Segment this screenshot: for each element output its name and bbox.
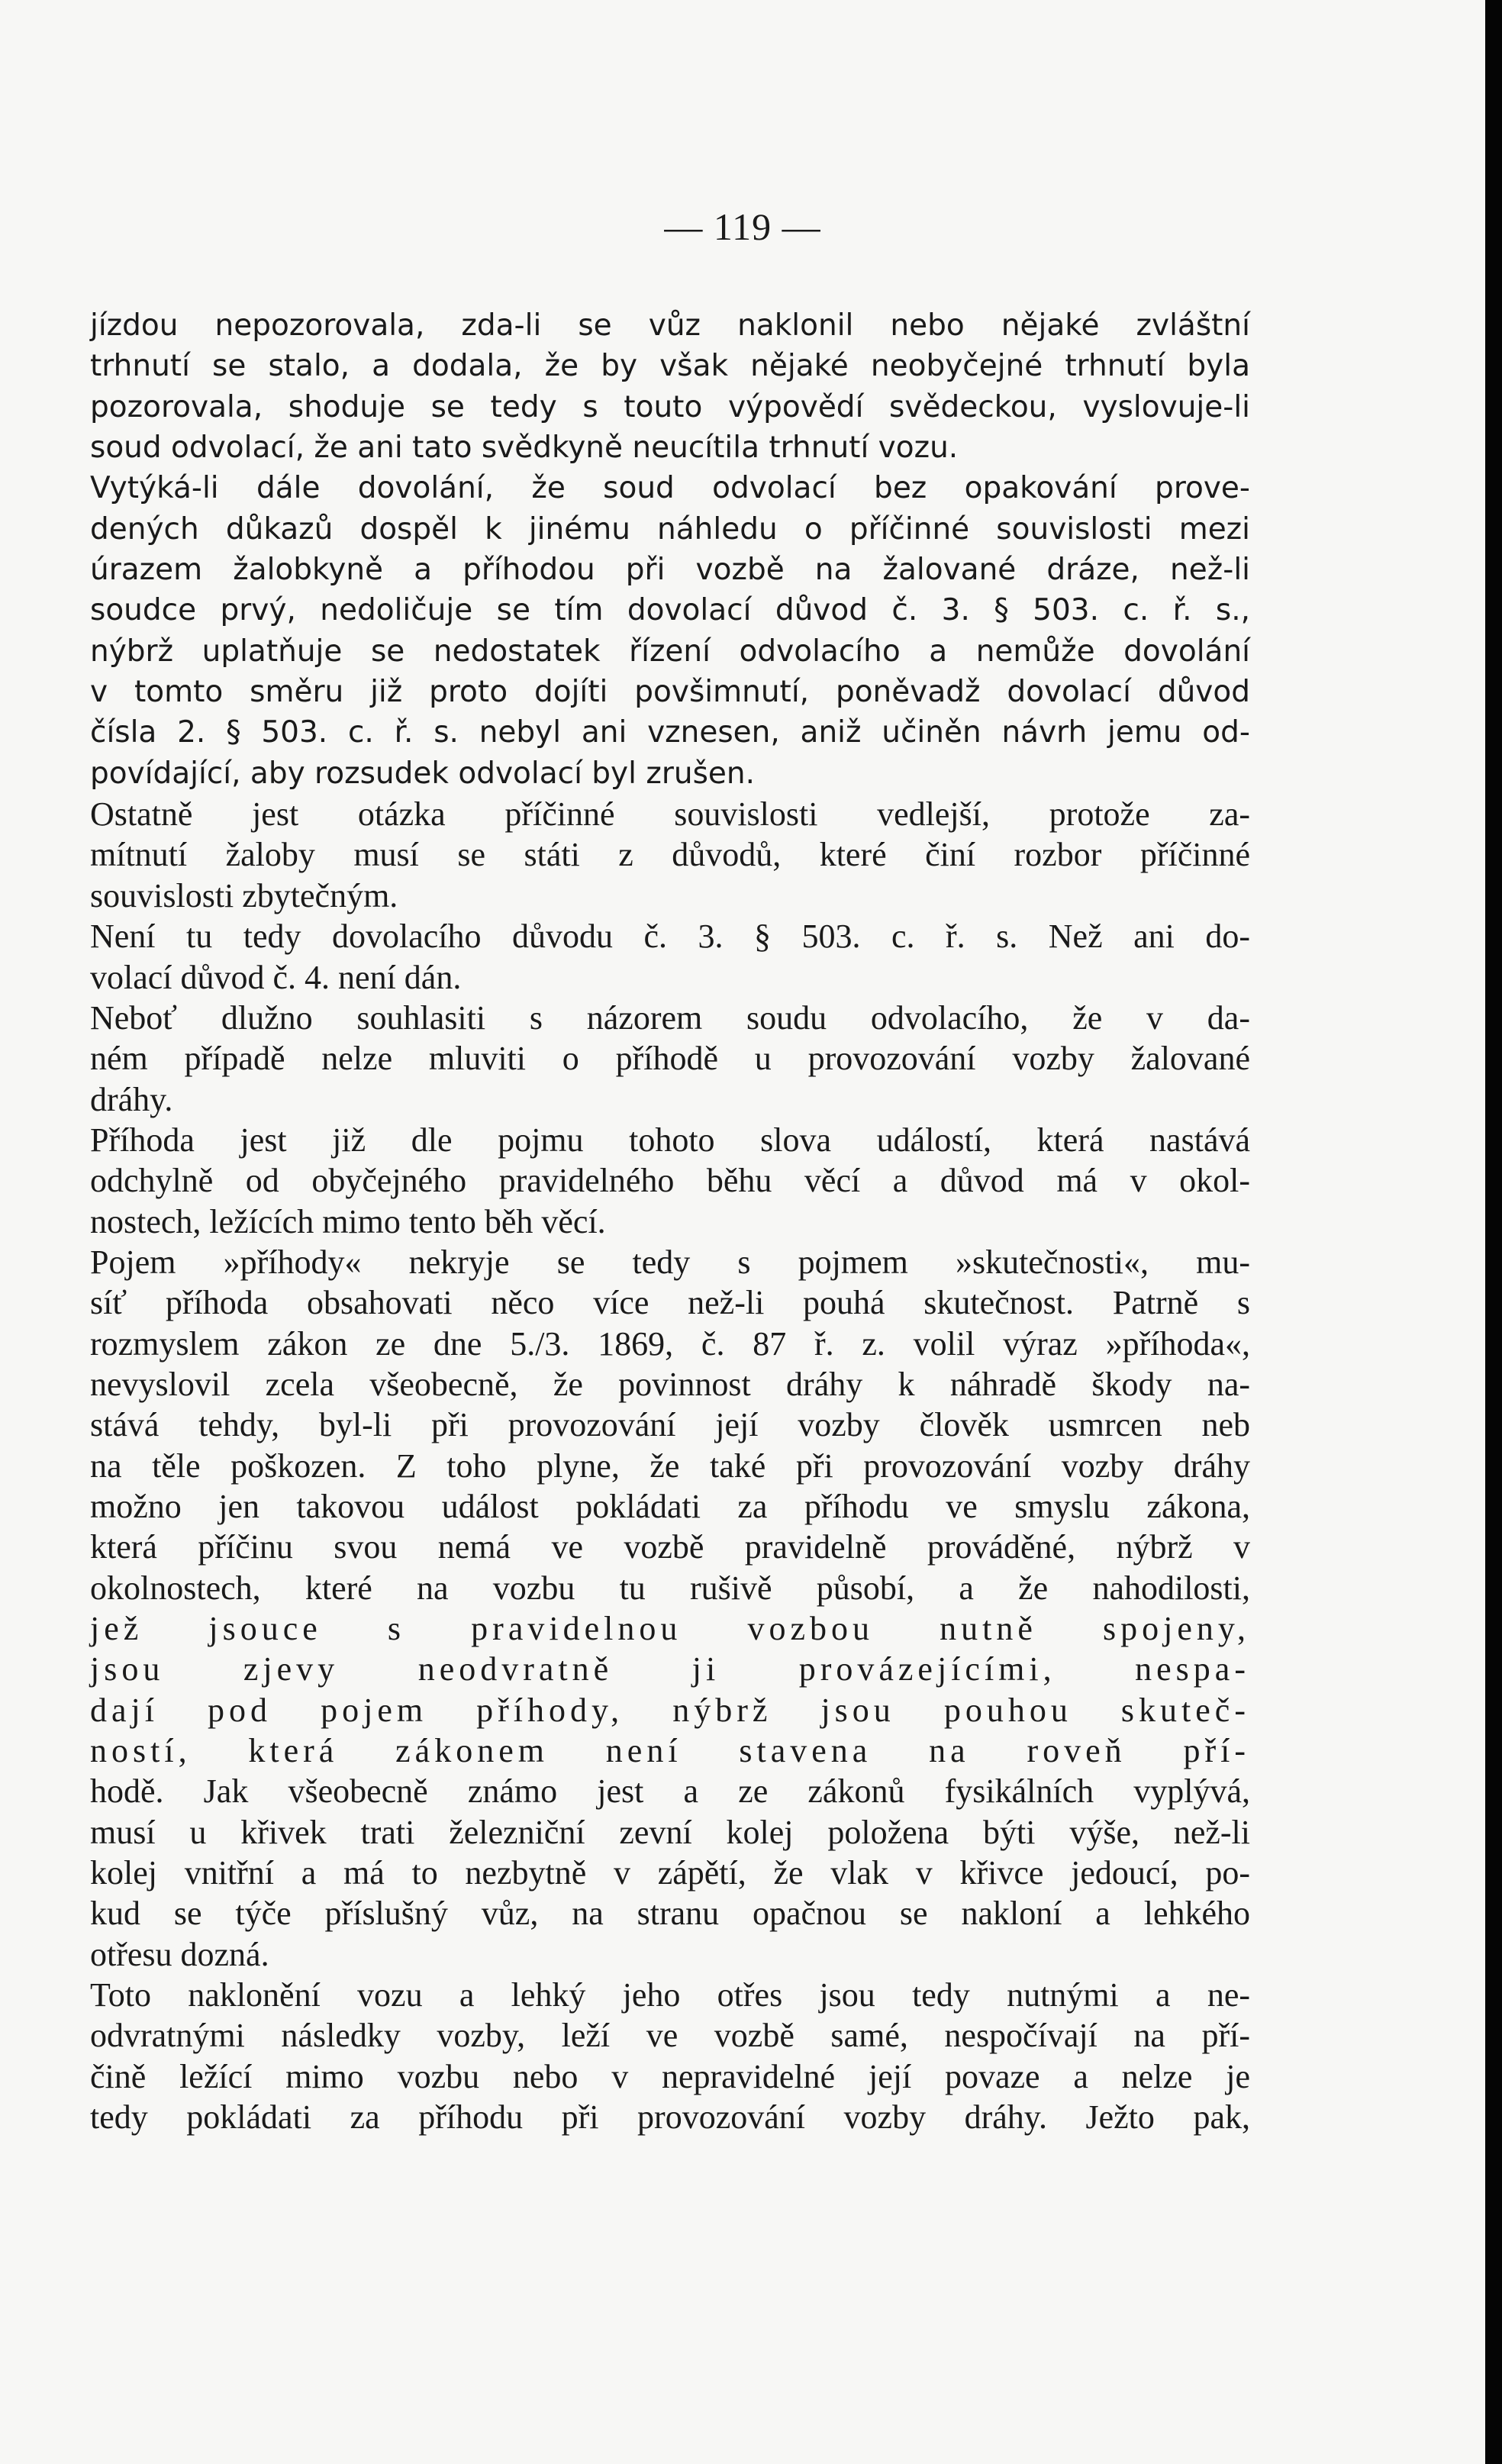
text-line: Příhoda jest již dle pojmu tohoto slova událostí, která nastává <box>90 1121 1250 1159</box>
text-line: Není tu tedy dovolacího důvodu č. 3. § 503. c. ř. s. Než ani do- <box>90 918 1250 956</box>
text-line: dráhy. <box>90 1080 173 1118</box>
text-line: čísla 2. § 503. c. ř. s. nebyl ani vznesen, aniž učiněn návrh jemu od- <box>90 715 1250 750</box>
text-line: jízdou nepozorovala, zda-li se vůz naklonil nebo nějaké zvláštní <box>90 308 1250 343</box>
text-line: okolnostech, které na vozbu tu rušivě působí, a že nahodilosti, <box>90 1569 1250 1607</box>
text-line: odvratnými následky vozby, leží ve vozbě samé, nespočívají na pří- <box>90 2017 1250 2055</box>
text-line: kud se týče příslušný vůz, na stranu opačnou se nakloní a lehkého <box>90 1895 1250 1933</box>
text-line: která příčinu svou nemá ve vozbě pravidelně prováděné, nýbrž v <box>90 1528 1250 1566</box>
text-line: úrazem žalobkyně a příhodou při vozbě na žalované dráze, než-li <box>90 553 1250 588</box>
text-line: dají pod pojem příhody, nýbrž jsou pouhou skuteč- <box>90 1691 1250 1729</box>
text-line: tedy pokládati za příhodu při provozování vozby dráhy. Ježto pak, <box>90 2098 1250 2137</box>
text-line: jsou zjevy neodvratně ji provázejícími, nespa- <box>90 1650 1250 1688</box>
text-line: čině ležící mimo vozbu nebo v nepravidelné její povaze a nelze je <box>90 2057 1250 2095</box>
text-line: na těle poškozen. Z toho plyne, že také při provozování vozby dráhy <box>90 1446 1250 1485</box>
text-line: nostech, ležících mimo tento běh věcí. <box>90 1202 606 1240</box>
text-line: trhnutí se stalo, a dodala, že by však nějaké neobyčejné trhnutí byla <box>90 349 1250 384</box>
text-line: kolej vnitřní a má to nezbytně v zápětí, že vlak v křivce jedoucí, po- <box>90 1854 1250 1892</box>
text-line: Toto naklonění vozu a lehký jeho otřes jsou tedy nutnými a ne- <box>90 1976 1250 2014</box>
text-line: Neboť dlužno souhlasiti s názorem soudu odvolacího, že v da- <box>90 998 1250 1037</box>
text-line: musí u křivek trati železniční zevní kolej položena býti výše, než-li <box>90 1813 1250 1851</box>
text-line: odchylně od obyčejného pravidelného běhu věcí a důvod má v okol- <box>90 1162 1250 1200</box>
text-line: soudce prvý, nedoličuje se tím dovolací důvod č. 3. § 503. c. ř. s., <box>90 593 1250 628</box>
text-line: mítnutí žaloby musí se státi z důvodů, které činí rozbor příčinné <box>90 836 1250 874</box>
text-line: soud odvolací, že ani tato svědkyně neucítila trhnutí vozu. <box>90 431 959 466</box>
text-line: rozmyslem zákon ze dne 5./3. 1869, č. 87 ř. z. volil výraz »příhoda«, <box>90 1324 1250 1363</box>
text-line: souvislosti zbytečným. <box>90 876 398 914</box>
text-line: povídající, aby rozsudek odvolací byl zrušen. <box>90 756 756 791</box>
text-line: Pojem »příhody« nekryje se tedy s pojmem »skutečnosti«, mu- <box>90 1243 1250 1281</box>
text-line: dených důkazů dospěl k jinému náhledu o příčinné souvislosti mezi <box>90 511 1250 547</box>
text-line: otřesu dozná. <box>90 1935 269 1973</box>
page-number: — 119 — <box>664 205 821 248</box>
text-line: stává tehdy, byl-li při provozování její vozby člověk usmrcen neb <box>90 1406 1250 1444</box>
text-line: nýbrž uplatňuje se nedostatek řízení odvolacího a nemůže dovolání <box>90 634 1250 669</box>
text-line: volací důvod č. 4. není dán. <box>90 958 462 996</box>
text-line: ném případě nelze mluviti o příhodě u provozování vozby žalované <box>90 1040 1250 1078</box>
scan-edge <box>1485 0 1502 2464</box>
text-line: možno jen takovou událost pokládati za příhodu ve smyslu zákona, <box>90 1487 1250 1525</box>
text-line: pozorovala, shoduje se tedy s touto výpovědí svědeckou, vyslovuje-li <box>90 389 1250 424</box>
text-line: jež jsouce s pravidelnou vozbou nutně spojeny, <box>90 1610 1250 1647</box>
text-line: Vytýká-li dále dovolání, že soud odvolací bez opakování prove- <box>90 471 1250 506</box>
text-line: ností, která zákonem není stavena na roveň pří- <box>90 1732 1250 1770</box>
text-line: hodě. Jak všeobecně známo jest a ze zákonů fysikálních vyplývá, <box>90 1772 1250 1811</box>
text-line: v tomto směru již proto dojíti povšimnutí, poněvadž dovolací důvod <box>90 675 1250 710</box>
text-line: nevyslovil zcela všeobecně, že povinnost dráhy k náhradě škody na- <box>90 1365 1250 1403</box>
text-line: Ostatně jest otázka příčinné souvislosti vedlejší, protože za- <box>90 795 1250 834</box>
body-text <box>90 305 1250 2137</box>
text-line: síť příhoda obsahovati něco více než-li pouhá skutečnost. Patrně s <box>90 1284 1250 1322</box>
